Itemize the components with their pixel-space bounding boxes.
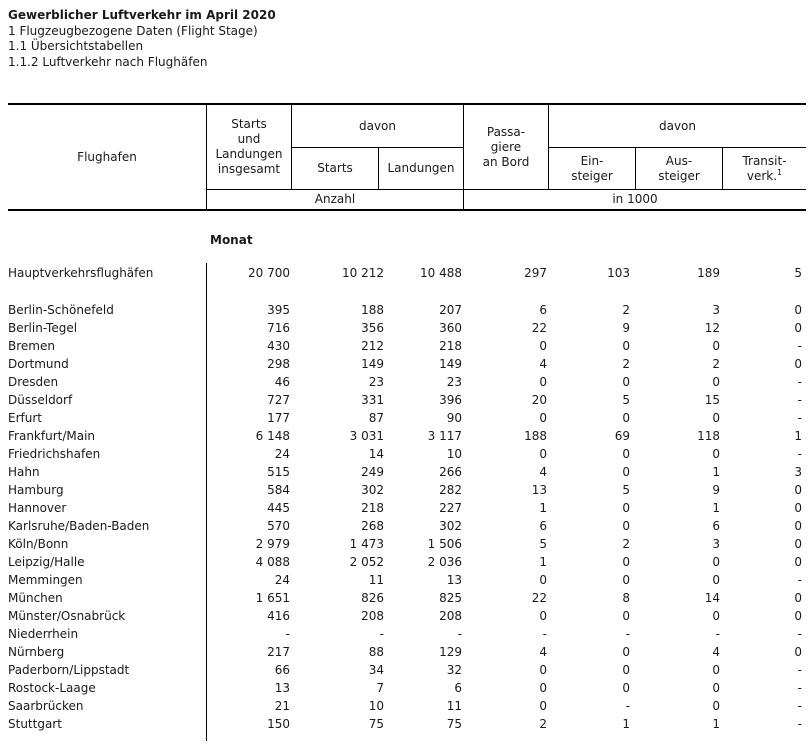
cell-landungen: 1 506: [427, 537, 462, 551]
cell-starts: 826: [361, 591, 384, 605]
table-row: [0, 571, 810, 589]
cell-landungen: 3 117: [427, 429, 462, 443]
table-row: [0, 625, 810, 643]
cell-passagiere: 6: [539, 519, 547, 533]
cell-einsteiger: 103: [607, 266, 630, 280]
cell-landungen: 11: [446, 699, 462, 713]
cell-transit: -: [797, 681, 802, 695]
header-bottom-rule: [8, 209, 806, 211]
cell-starts: 356: [361, 321, 384, 335]
cell-starts: -: [379, 627, 384, 641]
row-airport-name: Bremen: [8, 339, 55, 353]
cell-einsteiger: -: [625, 699, 630, 713]
cell-aussteiger: 0: [712, 375, 720, 389]
cell-passagiere: 13: [531, 483, 547, 497]
cell-passagiere: 297: [524, 266, 547, 280]
cell-starts: 249: [361, 465, 384, 479]
cell-aussteiger: 189: [697, 266, 720, 280]
cell-starts-landungen: 584: [267, 483, 290, 497]
cell-aussteiger: 0: [712, 573, 720, 587]
cell-starts-landungen: 66: [274, 663, 290, 677]
row-airport-name: Hannover: [8, 501, 67, 515]
cell-einsteiger: 5: [622, 483, 630, 497]
cell-transit: -: [797, 447, 802, 461]
cell-einsteiger: 0: [622, 411, 630, 425]
cell-passagiere: 0: [539, 609, 547, 623]
table-row: [0, 589, 810, 607]
cell-starts-landungen: 445: [267, 501, 290, 515]
row-airport-name: Hamburg: [8, 483, 64, 497]
cell-einsteiger: 8: [622, 591, 630, 605]
column-header-starts-landungen: Starts und Landungen insgesamt: [215, 117, 283, 176]
cell-einsteiger: 0: [622, 519, 630, 533]
cell-transit: -: [797, 339, 802, 353]
cell-aussteiger: 0: [712, 663, 720, 677]
cell-starts: 75: [368, 717, 384, 731]
section-label-monat: Monat: [210, 233, 253, 247]
cell-starts: 1 473: [349, 537, 384, 551]
cell-passagiere: 0: [539, 447, 547, 461]
table-row: [0, 355, 810, 373]
cell-transit: -: [797, 393, 802, 407]
cell-passagiere: 0: [539, 411, 547, 425]
cell-transit: 0: [794, 357, 802, 371]
cell-starts-landungen: 570: [267, 519, 290, 533]
cell-landungen: 396: [439, 393, 462, 407]
column-header-passagiere: Passa- giere an Bord: [482, 124, 530, 169]
cell-starts: 7: [376, 681, 384, 695]
table-row: [0, 661, 810, 679]
cell-transit: 5: [794, 266, 802, 280]
cell-aussteiger: 4: [712, 645, 720, 659]
row-airport-name: Berlin-Schönefeld: [8, 303, 114, 317]
cell-starts: 149: [361, 357, 384, 371]
cell-landungen: 75: [446, 717, 462, 731]
table-row: [0, 337, 810, 355]
row-airport-name: Niederrhein: [8, 627, 79, 641]
cell-transit: 1: [794, 429, 802, 443]
cell-transit: -: [797, 627, 802, 641]
cell-landungen: 129: [439, 645, 462, 659]
cell-einsteiger: 1: [622, 717, 630, 731]
cell-aussteiger: 14: [704, 591, 720, 605]
cell-aussteiger: 0: [712, 699, 720, 713]
row-airport-name: Nürnberg: [8, 645, 65, 659]
unit-label-in-1000: in 1000: [612, 192, 658, 206]
cell-passagiere: 22: [531, 321, 547, 335]
cell-passagiere: 20: [531, 393, 547, 407]
cell-transit: -: [797, 663, 802, 677]
cell-aussteiger: 15: [704, 393, 720, 407]
cell-landungen: 2 036: [427, 555, 462, 569]
row-airport-name: München: [8, 591, 63, 605]
column-header-transit: Transit- verk.$^1$: [742, 153, 787, 183]
cell-landungen: 10: [446, 447, 462, 461]
cell-landungen: 302: [439, 519, 462, 533]
cell-einsteiger: 69: [614, 429, 630, 443]
cell-landungen: 207: [439, 303, 462, 317]
cell-transit: 0: [794, 519, 802, 533]
cell-starts-landungen: 716: [267, 321, 290, 335]
row-airport-name: Stuttgart: [8, 717, 62, 731]
cell-aussteiger: 9: [712, 483, 720, 497]
row-airport-name: Hahn: [8, 465, 40, 479]
row-airport-name: Münster/Osnabrück: [8, 609, 126, 623]
cell-einsteiger: 2: [622, 357, 630, 371]
cell-einsteiger: 0: [622, 609, 630, 623]
cell-starts-landungen: 13: [274, 681, 290, 695]
cell-starts-landungen: 727: [267, 393, 290, 407]
cell-landungen: 825: [439, 591, 462, 605]
cell-aussteiger: 1: [712, 501, 720, 515]
row-airport-name: Dortmund: [8, 357, 69, 371]
column-header-starts: Starts: [317, 161, 353, 175]
cell-starts-landungen: 24: [274, 573, 290, 587]
cell-starts: 11: [368, 573, 384, 587]
cell-einsteiger: -: [625, 627, 630, 641]
table-row: [0, 553, 810, 571]
cell-aussteiger: 12: [704, 321, 720, 335]
cell-passagiere: 2: [539, 717, 547, 731]
header-line-1: 1 Flugzeugbezogene Daten (Flight Stage): [8, 23, 258, 38]
table-row: [0, 373, 810, 391]
cell-einsteiger: 0: [622, 501, 630, 515]
cell-transit: -: [797, 375, 802, 389]
column-header-davon-left: davon: [358, 118, 397, 133]
table-row: [0, 715, 810, 733]
document-title: Gewerblicher Luftverkehr im April 2020: [8, 8, 276, 22]
header-line-2: 1.1 Übersichtstabellen: [8, 39, 144, 53]
cell-aussteiger: -: [715, 627, 720, 641]
table-row: [0, 463, 810, 481]
cell-starts-landungen: 515: [267, 465, 290, 479]
cell-einsteiger: 0: [622, 465, 630, 479]
cell-aussteiger: 3: [712, 303, 720, 317]
cell-landungen: 282: [439, 483, 462, 497]
cell-aussteiger: 0: [712, 609, 720, 623]
cell-aussteiger: 118: [697, 429, 720, 443]
cell-starts: 302: [361, 483, 384, 497]
row-airport-name: Leipzig/Halle: [8, 555, 85, 569]
cell-passagiere: 1: [539, 501, 547, 515]
cell-starts: 2 052: [349, 555, 384, 569]
table-row: [0, 409, 810, 427]
cell-aussteiger: 0: [712, 681, 720, 695]
cell-aussteiger: 0: [712, 555, 720, 569]
cell-passagiere: -: [542, 627, 547, 641]
cell-transit: 3: [794, 465, 802, 479]
column-header-aussteiger: Aus- steiger: [658, 153, 700, 183]
cell-einsteiger: 0: [622, 645, 630, 659]
cell-transit: 0: [794, 501, 802, 515]
cell-landungen: 90: [446, 411, 462, 425]
cell-landungen: 227: [439, 501, 462, 515]
cell-aussteiger: 1: [712, 717, 720, 731]
cell-einsteiger: 2: [622, 537, 630, 551]
cell-starts-landungen: 177: [267, 411, 290, 425]
cell-transit: -: [797, 411, 802, 425]
cell-transit: 0: [794, 303, 802, 317]
column-header-landungen: Landungen: [387, 161, 455, 175]
cell-passagiere: 4: [539, 357, 547, 371]
row-airport-name: Paderborn/Lippstadt: [8, 663, 130, 677]
cell-aussteiger: 1: [712, 465, 720, 479]
cell-transit: 0: [794, 591, 802, 605]
cell-starts: 88: [368, 645, 384, 659]
cell-starts: 3 031: [349, 429, 384, 443]
cell-passagiere: 4: [539, 645, 547, 659]
cell-landungen: 6: [454, 681, 462, 695]
row-airport-name: Düsseldorf: [8, 393, 73, 407]
cell-starts-landungen: 46: [274, 375, 290, 389]
cell-aussteiger: 0: [712, 411, 720, 425]
column-header-einsteiger: Ein- steiger: [571, 153, 613, 183]
cell-einsteiger: 0: [622, 681, 630, 695]
cell-starts: 188: [361, 303, 384, 317]
cell-passagiere: 188: [524, 429, 547, 443]
cell-landungen: 149: [439, 357, 462, 371]
row-airport-name: Köln/Bonn: [8, 537, 69, 551]
cell-starts-landungen: 395: [267, 303, 290, 317]
cell-starts: 14: [368, 447, 384, 461]
table-row: [0, 607, 810, 625]
cell-landungen: 23: [446, 375, 462, 389]
cell-starts-landungen: 6 148: [255, 429, 290, 443]
document-header: [8, 8, 276, 70]
cell-landungen: 13: [446, 573, 462, 587]
table-row: [0, 427, 810, 445]
cell-starts-landungen: 1 651: [255, 591, 290, 605]
cell-transit: 0: [794, 609, 802, 623]
row-airport-name: Friedrichshafen: [8, 447, 101, 461]
cell-einsteiger: 5: [622, 393, 630, 407]
cell-landungen: 32: [446, 663, 462, 677]
cell-starts-landungen: 21: [274, 699, 290, 713]
cell-einsteiger: 0: [622, 663, 630, 677]
cell-passagiere: 4: [539, 465, 547, 479]
cell-aussteiger: 6: [712, 519, 720, 533]
cell-passagiere: 0: [539, 681, 547, 695]
column-header-davon-right: davon: [658, 118, 697, 133]
row-airport-name: Berlin-Tegel: [8, 321, 78, 335]
table-row: [0, 535, 810, 553]
table-row: [0, 445, 810, 463]
cell-einsteiger: 0: [622, 573, 630, 587]
summary-row: [0, 264, 810, 282]
cell-starts: 10: [368, 699, 384, 713]
cell-aussteiger: 0: [712, 339, 720, 353]
cell-transit: 0: [794, 483, 802, 497]
cell-transit: 0: [794, 537, 802, 551]
cell-starts: 34: [368, 663, 384, 677]
cell-starts: 268: [361, 519, 384, 533]
cell-passagiere: 6: [539, 303, 547, 317]
cell-starts-landungen: 150: [267, 717, 290, 731]
cell-aussteiger: 2: [712, 357, 720, 371]
cell-starts-landungen: 2 979: [255, 537, 290, 551]
cell-starts-landungen: -: [285, 627, 290, 641]
cell-passagiere: 22: [531, 591, 547, 605]
cell-einsteiger: 0: [622, 447, 630, 461]
cell-starts: 212: [361, 339, 384, 353]
cell-landungen: 360: [439, 321, 462, 335]
cell-transit: 0: [794, 645, 802, 659]
cell-starts: 218: [361, 501, 384, 515]
cell-starts-landungen: 217: [267, 645, 290, 659]
cell-starts-landungen: 20 700: [248, 266, 290, 280]
cell-starts-landungen: 298: [267, 357, 290, 371]
cell-transit: -: [797, 699, 802, 713]
cell-starts-landungen: 4 088: [255, 555, 290, 569]
row-airport-name: Hauptverkehrsflughäfen: [8, 266, 154, 280]
table-row: [0, 499, 810, 517]
cell-aussteiger: 3: [712, 537, 720, 551]
cell-passagiere: 0: [539, 339, 547, 353]
table-row: [0, 679, 810, 697]
row-airport-name: Erfurt: [8, 411, 42, 425]
table-row: [0, 391, 810, 409]
row-airport-name: Memmingen: [8, 573, 83, 587]
cell-passagiere: 0: [539, 663, 547, 677]
cell-starts: 208: [361, 609, 384, 623]
header-line-3: 1.1.2 Luftverkehr nach Flughäfen: [8, 54, 208, 69]
row-airport-name: Rostock-Laage: [8, 681, 96, 695]
cell-passagiere: 5: [539, 537, 547, 551]
cell-einsteiger: 9: [622, 321, 630, 335]
cell-transit: 0: [794, 555, 802, 569]
cell-einsteiger: 2: [622, 303, 630, 317]
cell-starts: 87: [368, 411, 384, 425]
cell-transit: 0: [794, 321, 802, 335]
unit-label-anzahl: Anzahl: [314, 192, 356, 206]
cell-landungen: 218: [439, 339, 462, 353]
cell-passagiere: 0: [539, 699, 547, 713]
column-header-flughafen: Flughafen: [77, 149, 137, 164]
cell-landungen: -: [457, 627, 462, 641]
row-airport-name: Karlsruhe/Baden-Baden: [8, 519, 150, 533]
cell-starts: 23: [368, 375, 384, 389]
cell-passagiere: 1: [539, 555, 547, 569]
cell-starts: 10 212: [342, 266, 384, 280]
table-row: [0, 517, 810, 535]
table-row: [0, 697, 810, 715]
cell-landungen: 208: [439, 609, 462, 623]
table-row: [0, 319, 810, 337]
transit-footnote-marker: 1: [777, 167, 783, 177]
table-row: [0, 643, 810, 661]
row-airport-name: Frankfurt/Main: [8, 429, 96, 443]
cell-einsteiger: 0: [622, 339, 630, 353]
cell-starts-landungen: 24: [274, 447, 290, 461]
cell-aussteiger: 0: [712, 447, 720, 461]
cell-landungen: 10 488: [420, 266, 462, 280]
table-row: [0, 481, 810, 499]
cell-starts: 331: [361, 393, 384, 407]
cell-passagiere: 0: [539, 573, 547, 587]
cell-einsteiger: 0: [622, 555, 630, 569]
cell-starts-landungen: 416: [267, 609, 290, 623]
cell-transit: -: [797, 573, 802, 587]
cell-starts-landungen: 430: [267, 339, 290, 353]
row-airport-name: Saarbrücken: [8, 699, 84, 713]
table-row: [0, 301, 810, 319]
cell-passagiere: 0: [539, 375, 547, 389]
cell-einsteiger: 0: [622, 375, 630, 389]
row-airport-name: Dresden: [8, 375, 59, 389]
cell-transit: -: [797, 717, 802, 731]
cell-landungen: 266: [439, 465, 462, 479]
